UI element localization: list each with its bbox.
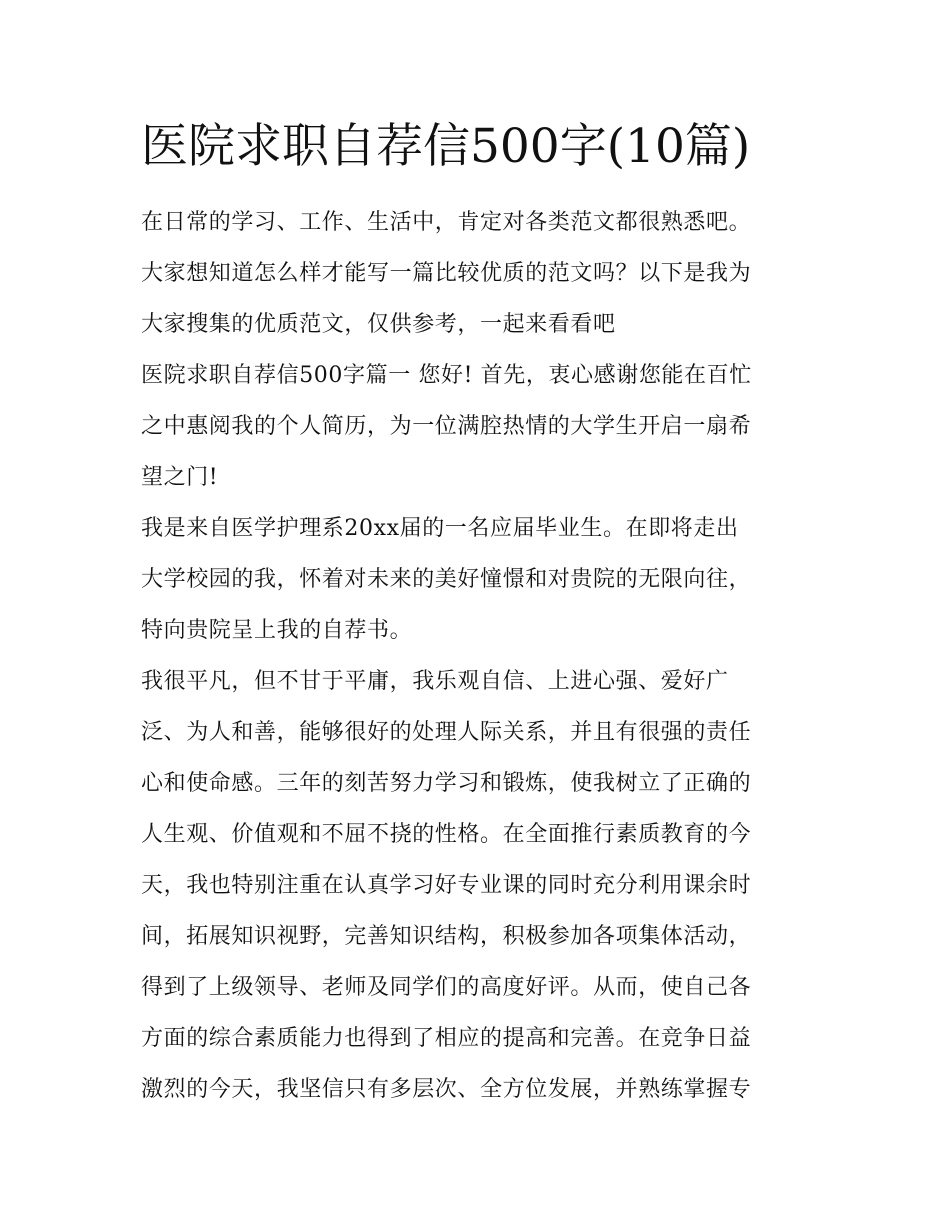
text-line: 心和使命感。三年的刻苦努力学习和锻炼，使我树立了正确的 [141,771,752,796]
text-line: 方面的综合素质能力也得到了相应的提高和完善。在竞争日益 [141,1026,752,1051]
text-line: 大学校园的我，怀着对未来的美好憧憬和对贵院的无限向往， [141,567,752,592]
text-line: 人生观、价值观和不屈不挠的性格。在全面推行素质教育的今 [141,822,752,847]
text-line: 大家搜集的优质范文，仅供参考，一起来看看吧 [141,312,616,337]
text-line: 大家想知道怎么样才能写一篇比较优质的范文吗？以下是我为 [141,261,752,286]
text-line: 我很平凡，但不甘于平庸，我乐观自信、上进心强、爱好广 [141,669,729,694]
text-line: 我是来自医学护理系20xx届的一名应届毕业生。在即将走出 [141,516,739,541]
document-title: 医院求职自荐信500字(10篇) [141,119,751,174]
text-line: 之中惠阅我的个人简历，为一位满腔热情的大学生开启一扇希 [141,414,752,439]
text-line: 望之门! [141,465,219,490]
text-line: 激烈的今天，我坚信只有多层次、全方位发展，并熟练掌握专 [141,1077,752,1102]
text-line: 医院求职自荐信500字篇一 您好! 首先，衷心感谢您能在百忙 [141,363,752,388]
text-line: 得到了上级领导、老师及同学们的高度好评。从而，使自己各 [141,975,752,1000]
text-line: 特向贵院呈上我的自荐书。 [141,618,413,643]
text-line: 泛、为人和善，能够很好的处理人际关系，并且有很强的责任 [141,720,752,745]
text-line: 在日常的学习、工作、生活中，肯定对各类范文都很熟悉吧。 [141,210,752,235]
document-body [141,197,831,1115]
text-line: 天，我也特别注重在认真学习好专业课的同时充分利用课余时 [141,873,752,898]
text-line: 间，拓展知识视野，完善知识结构，积极参加各项集体活动， [141,924,752,949]
